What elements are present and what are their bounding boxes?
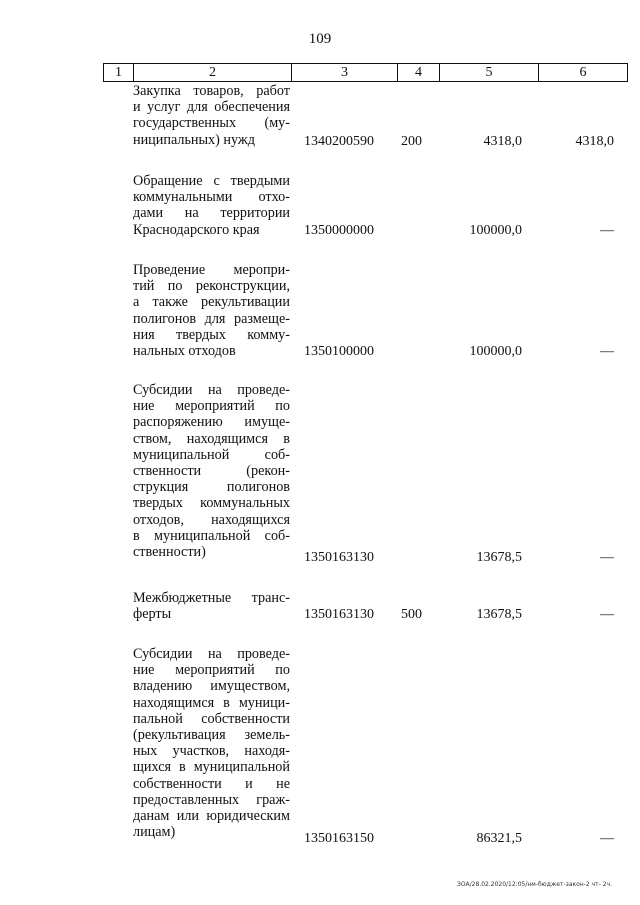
row-description [133, 262, 290, 359]
column-number-5: 5 [440, 64, 539, 82]
document-footer-stamp: ЗОА/28.02.2020/12:05/нм-бюджет-закон-2 чт- 2ч. [456, 881, 612, 888]
description-line: государственных (му- [133, 115, 290, 132]
description-line: ние мероприятий по [133, 398, 290, 415]
description-line: отходов, находящихся [133, 511, 290, 528]
page-number: 109 [308, 31, 332, 47]
column-number-6: 6 [539, 64, 628, 82]
description-line: ния твердых комму- [133, 326, 290, 343]
amount-value-2: — [600, 831, 614, 846]
description-line: (рекультивация земель- [133, 727, 290, 744]
amount-value-2: 4318,0 [575, 134, 614, 149]
description-line: а также рекультивации [133, 294, 290, 311]
description-line: коммунальными отхо- [133, 189, 290, 206]
description-line: лицам) [133, 824, 176, 841]
amount-value-2: — [600, 344, 614, 359]
description-line: Краснодарского края [133, 221, 260, 238]
description-line: Субсидии на проведе- [133, 382, 290, 398]
row-description [133, 590, 290, 622]
row-description [133, 83, 290, 148]
description-line: ние мероприятий по [133, 662, 290, 679]
description-line: щихся в муниципальной [133, 759, 290, 776]
description-line: Субсидии на проведе- [133, 646, 290, 662]
amount-value: 13678,5 [476, 607, 522, 622]
description-line: ственности) [133, 544, 206, 561]
column-number-2: 2 [134, 64, 292, 82]
description-line: находящимся в муници- [133, 694, 290, 711]
column-number-4: 4 [398, 64, 440, 82]
description-line: тий по реконструкции, [133, 278, 290, 295]
description-line: ственности (рекон- [133, 463, 290, 480]
amount-value: 100000,0 [469, 344, 522, 359]
description-line: полигонов для размеще- [133, 310, 290, 327]
description-line: пальной собственности [133, 710, 290, 727]
description-line: ферты [133, 606, 172, 623]
description-line: распоряжению имуще- [133, 414, 290, 431]
description-line: твердых коммунальных [133, 495, 290, 512]
description-line: Закупка товаров, работ [133, 83, 290, 99]
description-line: муниципальной соб- [133, 446, 290, 463]
target-article-code: 1350163130 [304, 607, 374, 622]
description-line: ных участков, находя- [133, 743, 290, 760]
description-line: дами на территории [133, 205, 290, 222]
description-line: данам или юридическим [133, 808, 290, 825]
amount-value-2: — [600, 223, 614, 238]
description-line: нальных отходов [133, 343, 236, 360]
amount-value: 4318,0 [483, 134, 522, 149]
description-line: Межбюджетные транс- [133, 590, 290, 606]
description-line: ниципальных) нужд [133, 131, 255, 148]
row-description [133, 173, 290, 238]
target-article-code: 1350163150 [304, 831, 374, 846]
amount-value: 86321,5 [476, 831, 522, 846]
description-line: и услуг для обеспечения [133, 99, 290, 116]
description-line: предоставленных граж- [133, 791, 290, 808]
description-line: ством, находящимся в [133, 430, 290, 447]
target-article-code: 1350000000 [304, 223, 374, 238]
description-line: в муниципальной соб- [133, 527, 290, 544]
row-description [133, 382, 290, 560]
description-line: собственности и не [133, 775, 290, 792]
expense-type-code: 200 [401, 134, 422, 149]
amount-value: 13678,5 [476, 550, 522, 565]
target-article-code: 1350163130 [304, 550, 374, 565]
description-line: струкция полигонов [133, 479, 290, 496]
amount-value-2: — [600, 607, 614, 622]
description-line: владению имуществом, [133, 678, 290, 695]
target-article-code: 1340200590 [304, 134, 374, 149]
expense-type-code: 500 [401, 607, 422, 622]
column-header-row [104, 64, 628, 82]
amount-value-2: — [600, 550, 614, 565]
column-header-table [103, 63, 628, 82]
description-line: Проведение меропри- [133, 262, 290, 278]
description-line: Обращение с твердыми [133, 173, 290, 189]
target-article-code: 1350100000 [304, 344, 374, 359]
column-number-3: 3 [292, 64, 398, 82]
amount-value: 100000,0 [469, 223, 522, 238]
column-number-1: 1 [104, 64, 134, 82]
row-description [133, 646, 290, 840]
